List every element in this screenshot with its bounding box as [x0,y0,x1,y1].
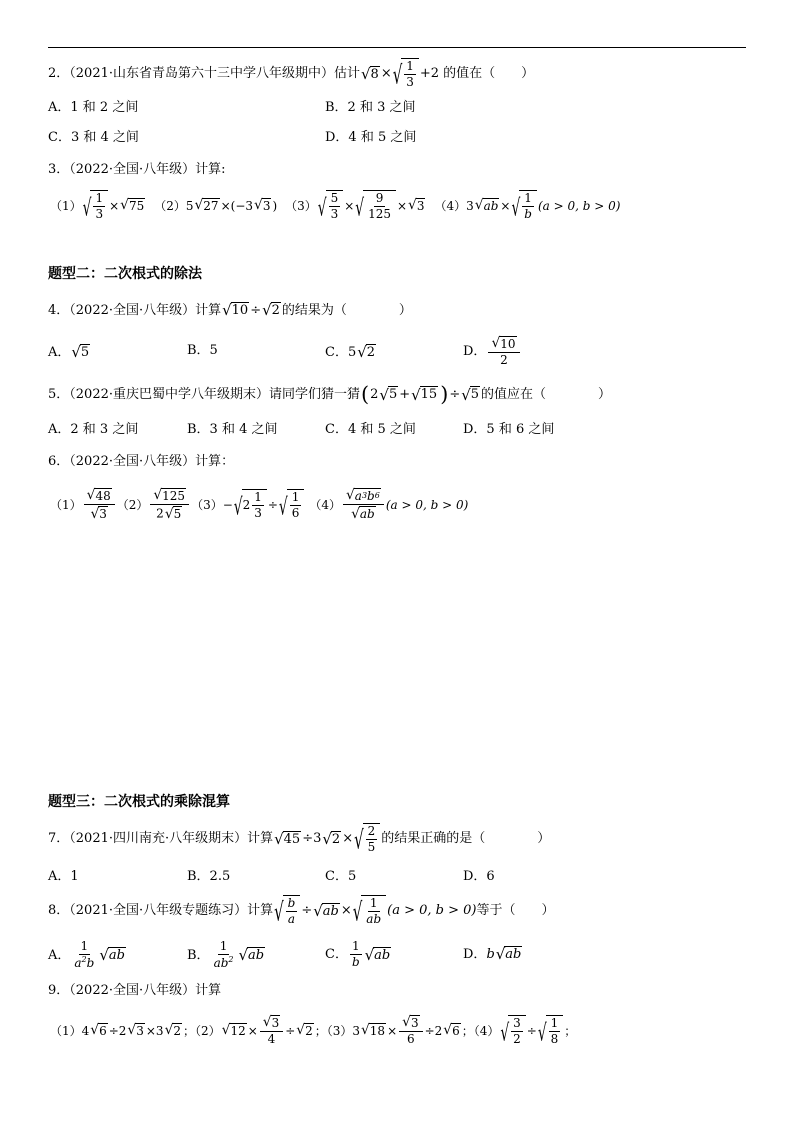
q3-part-4-label: （4） [434,198,467,213]
q7-option-c[interactable]: C．5 [325,869,357,884]
q6-part-1-label: （1） [50,497,82,512]
q6-condition: (a > 0, b > 0) [385,497,469,512]
q5-text-a: 5．（2022·重庆巴蜀中学八年级期末）请同学们猜一猜 [48,386,360,402]
q5-option-c[interactable]: C．4 和 5 之间 [325,422,416,437]
q2-text-b: +2 的值在（ ） [419,66,535,82]
question-8: 8．（2021·全国·八年级专题练习）计算 √ $\frac{b}{a}$ ÷ √ ab × √ $\frac{1}{ab}$ (a > 0, b > 0) 等于（ ） [48,896,555,929]
q4-text-b: 的结果为（ ） [281,302,412,318]
q8-text-b: 等于（ ） [476,903,555,919]
section-heading-division: 题型二：二次根式的除法 [48,266,202,282]
q8-option-c[interactable]: C． $\frac{1}{b}$ √ ab [325,939,391,970]
q4-option-a[interactable]: A． √ 5 [48,343,90,362]
q7-text-b: 的结果正确的是（ ） [381,831,551,847]
q2-text-a: 2．（2021·山东省青岛第六十三中学八年级期中）估计 [48,66,360,82]
sqrt-one-third: √ $\frac{1}{3}$ [393,58,419,89]
sqrt-8: √ 8 [361,64,379,83]
q7-option-a[interactable]: A．1 [48,869,79,884]
q9-end: ； [564,1023,577,1038]
question-2: 2．（2021·山东省青岛第六十三中学八年级期中）估计 √ 8 × √ $\frac{1}{3}$ +2 的值在（ ） [48,59,535,92]
q3-condition: (a > 0, b > 0) [537,198,621,213]
q9-part-2-label: ；（2） [183,1023,221,1038]
q4-option-c[interactable]: C．5 √ 2 [325,343,376,362]
q8-option-a[interactable]: A． $\frac{1}{a^2b}$ √ ab [48,939,125,971]
q5-option-a[interactable]: A．2 和 3 之间 [48,422,139,437]
q3-part-1-label: （1） [50,198,82,213]
q4-option-d[interactable]: D． √ 10 2 [463,336,522,367]
q7-option-b[interactable]: B．2.5 [187,869,231,884]
q4-option-b[interactable]: B．5 [187,343,218,358]
q2-option-b[interactable]: B．2 和 3 之间 [325,100,416,115]
q5-option-d[interactable]: D．5 和 6 之间 [463,422,555,437]
q2-option-a[interactable]: A．1 和 2 之间 [48,100,139,115]
q7-option-d[interactable]: D．6 [463,869,495,884]
q6-part-3-label: （3） [191,497,223,512]
q3-part-2-label: （2） [154,198,186,213]
q4-text-a: 4．（2022·全国·八年级）计算 [48,302,222,318]
question-6: 6．（2022·全国·八年级）计算： [48,454,235,469]
q2-option-c[interactable]: C．3 和 4 之间 [48,130,139,145]
q8-option-d[interactable]: D． b √ ab [463,945,522,964]
question-7: 7．（2021·四川南充·八年级期末）计算 √ 45 ÷3 √ 2 × √ $\frac{2}{5}$ 的结果正确的是（ ） [48,824,551,857]
q9-part-3-label: ；（3） [314,1023,353,1038]
q8-condition: (a > 0, b > 0) [387,903,477,919]
question-5: 5．（2022·重庆巴蜀中学八年级期末）请同学们猜一猜 ( 2 √ 5 + √ 15 ) ÷ √ 5 的值应在（ ） [48,382,612,406]
q9-expressions: （1） 4 √ 6 ÷2 √ 3 ×3 √ 2 ；（2） √ 12 × √ 3 4 ÷ √ 2 ；（3） 3 √ 18 × √ 3 6 ÷2 √ 6 ；（4） √ $\frac{3}{2}$ ÷ √ $\frac{1}{8}$ ； [50,1014,577,1047]
q6-part-4-label: （4） [309,497,341,512]
question-4: 4．（2022·全国·八年级）计算 √ 10 ÷ √ 2 的结果为（ ） [48,301,412,320]
q8-text-a: 8．（2021·全国·八年级专题练习）计算 [48,903,274,919]
q9-part-4-label: ；（4） [461,1023,500,1038]
q5-option-b[interactable]: B．3 和 4 之间 [187,422,278,437]
q8-option-b[interactable]: B． $\frac{1}{ab^2}$ √ ab [187,939,265,971]
q6-expressions: （1） √ 48 √ 3 （2） √ 125 2 √ 5 （3） − √ 2 $\frac{1}{3}$ ÷ √ $\frac{1}{6}$ （4） √ a 3 b 6 √ ab (a > 0, b > 0) [50,487,469,522]
q2-option-d[interactable]: D．4 和 5 之间 [325,130,417,145]
q6-part-2-label: （2） [116,497,149,512]
section-heading-mixed: 题型三：二次根式的乘除混算 [48,794,230,810]
question-9: 9．（2022·全国·八年级）计算 [48,983,222,998]
q7-text-a: 7．（2021·四川南充·八年级期末）计算 [48,831,274,847]
q5-text-b: 的值应在（ ） [481,386,612,402]
q3-part-3-label: （3） [285,198,317,213]
q3-expressions: （1） √ $\frac{1}{3}$ × √ 75 （2） 5 √ 27 ×(−3 √ 3 ) （3） √ $\frac{5}{3}$ × √ $\frac{9}{125}$ × √ 3 （4） 3 √ ab × √ $\frac{1}{b}$ (a > 0, b > 0) [50,191,621,222]
q9-part-1-label: （1） [50,1023,82,1038]
question-3: 3．（2022·全国·八年级）计算: [48,162,226,177]
